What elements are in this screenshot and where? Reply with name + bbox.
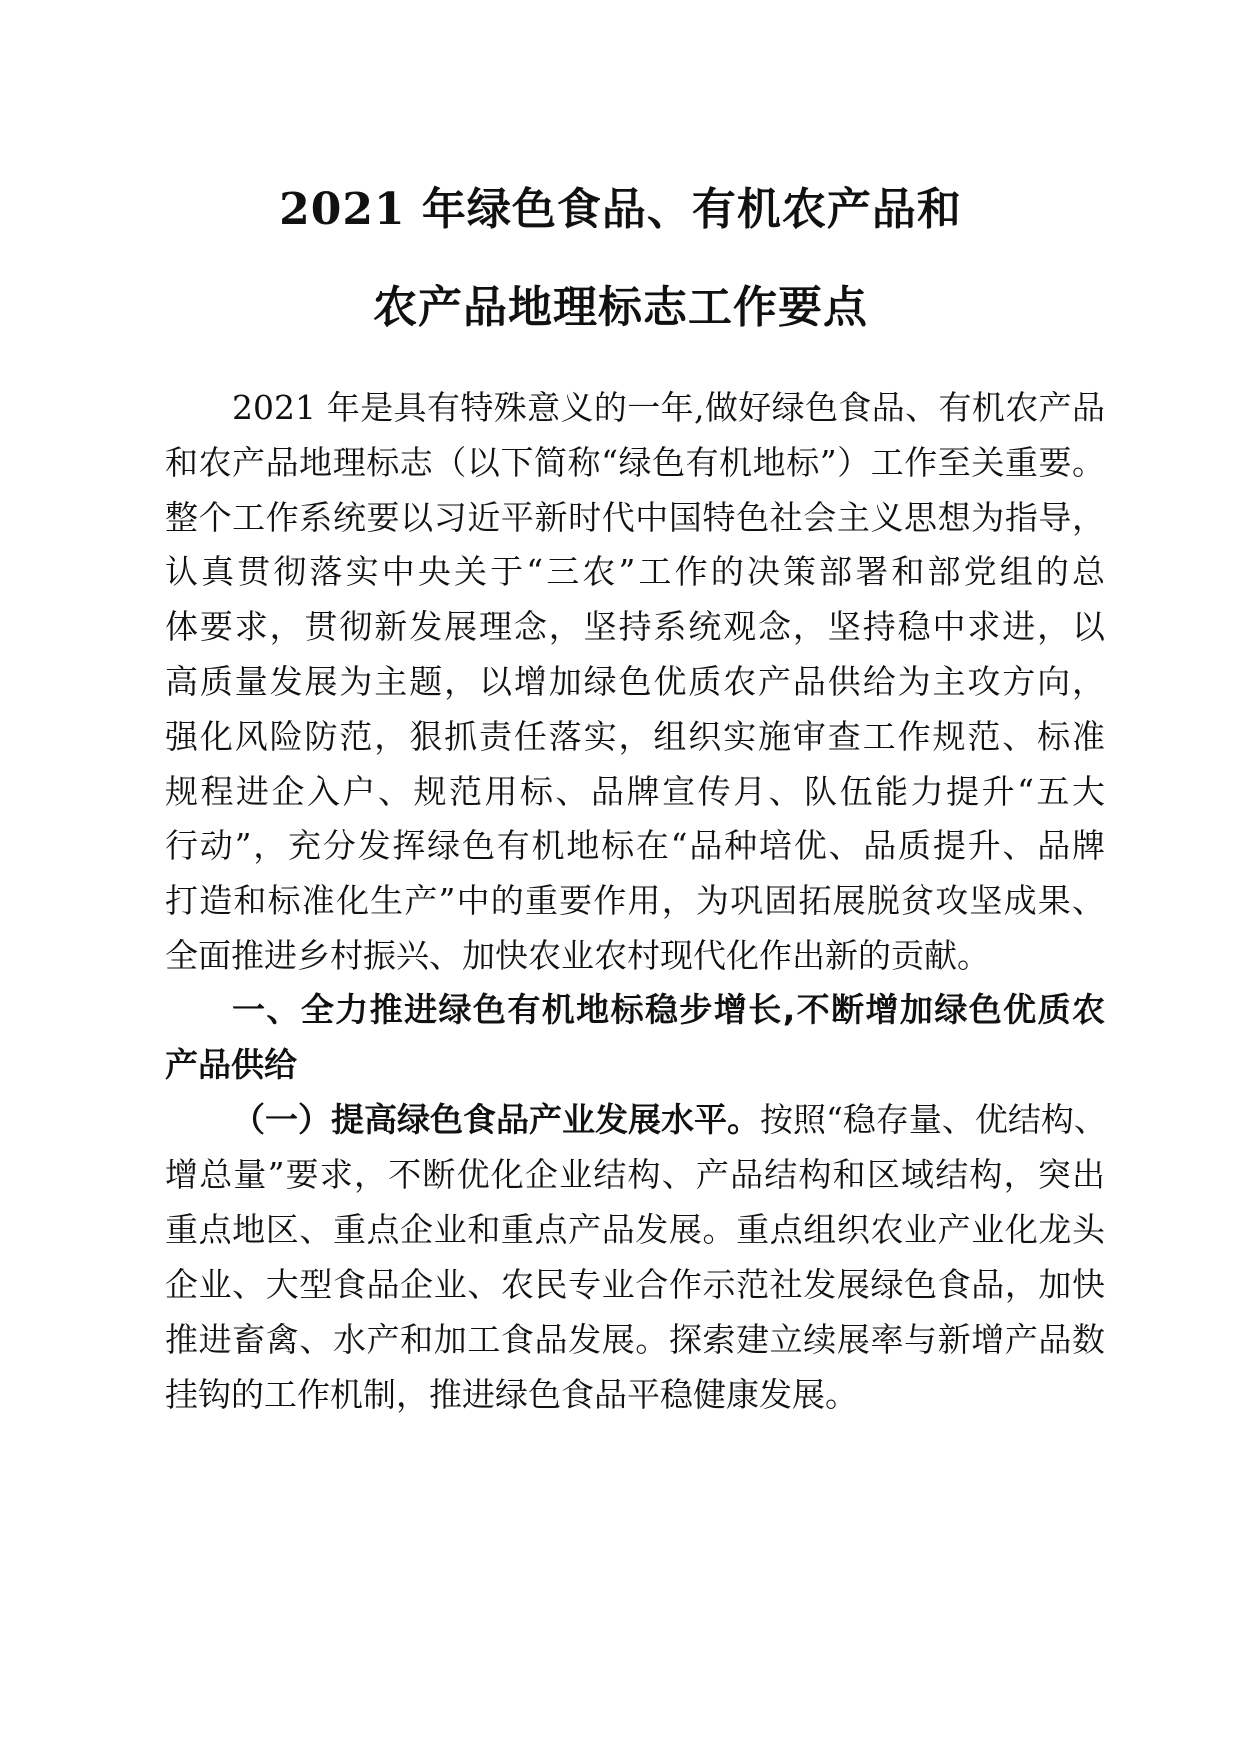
subsection-1-line-4: 企业、大型食品企业、农民专业合作示范社发展绿色食品，加快 [165, 1265, 1105, 1304]
intro-line-6: 高质量发展为主题，以增加绿色优质农产品供给为主攻方向， [165, 662, 1105, 701]
intro-line-2: 和农产品地理标志（以下简称“绿色有机地标”）工作至关重要。 [165, 443, 1105, 482]
subsection-1-first-line-rest: 按照“稳存量、优结构、 [760, 1100, 1107, 1139]
subsection-1-line-5: 推进畜禽、水产和加工食品发展。探索建立续展率与新增产品数 [165, 1320, 1105, 1359]
intro-line-3: 整个工作系统要以习近平新时代中国特色社会主义思想为指导， [165, 498, 1105, 537]
section-1-heading-line-2: 产品供给 [165, 1045, 297, 1084]
subsection-1-line-2: 增总量”要求，不断优化企业结构、产品结构和区域结构，突出 [165, 1155, 1105, 1194]
intro-line-4: 认真贯彻落实中央关于“三农”工作的决策部署和部党组的总 [165, 552, 1105, 591]
subsection-1-line-3: 重点地区、重点企业和重点产品发展。重点组织农业产业化龙头 [165, 1210, 1105, 1249]
document-title-line-1: 2021 年绿色食品、有机农产品和 [279, 184, 962, 235]
section-1-heading-line-1: 一、全力推进绿色有机地标稳步增长,不断增加绿色优质农 [232, 990, 1105, 1029]
intro-line-7: 强化风险防范，狠抓责任落实，组织实施审查工作规范、标准 [165, 717, 1105, 756]
intro-line-10: 打造和标准化生产”中的重要作用，为巩固拓展脱贫攻坚成果、 [165, 881, 1105, 920]
intro-line-1: 2021 年是具有特殊意义的一年,做好绿色食品、有机农产品 [232, 388, 1105, 427]
subsection-1-bold-lead: （一）提高绿色食品产业发展水平。 [232, 1100, 760, 1139]
document-title-line-2: 农产品地理标志工作要点 [373, 282, 868, 333]
intro-line-9: 行动”，充分发挥绿色有机地标在“品种培优、品质提升、品牌 [165, 826, 1105, 865]
intro-line-5: 体要求，贯彻新发展理念，坚持系统观念，坚持稳中求进，以 [165, 607, 1105, 646]
subsection-1-line-6: 挂钩的工作机制，推进绿色食品平稳健康发展。 [165, 1375, 858, 1414]
subsection-1-line-1 [232, 1095, 1105, 1145]
intro-line-11: 全面推进乡村振兴、加快农业农村现代化作出新的贡献。 [165, 936, 990, 975]
intro-line-8: 规程进企入户、规范用标、品牌宣传月、队伍能力提升“五大 [165, 772, 1105, 811]
